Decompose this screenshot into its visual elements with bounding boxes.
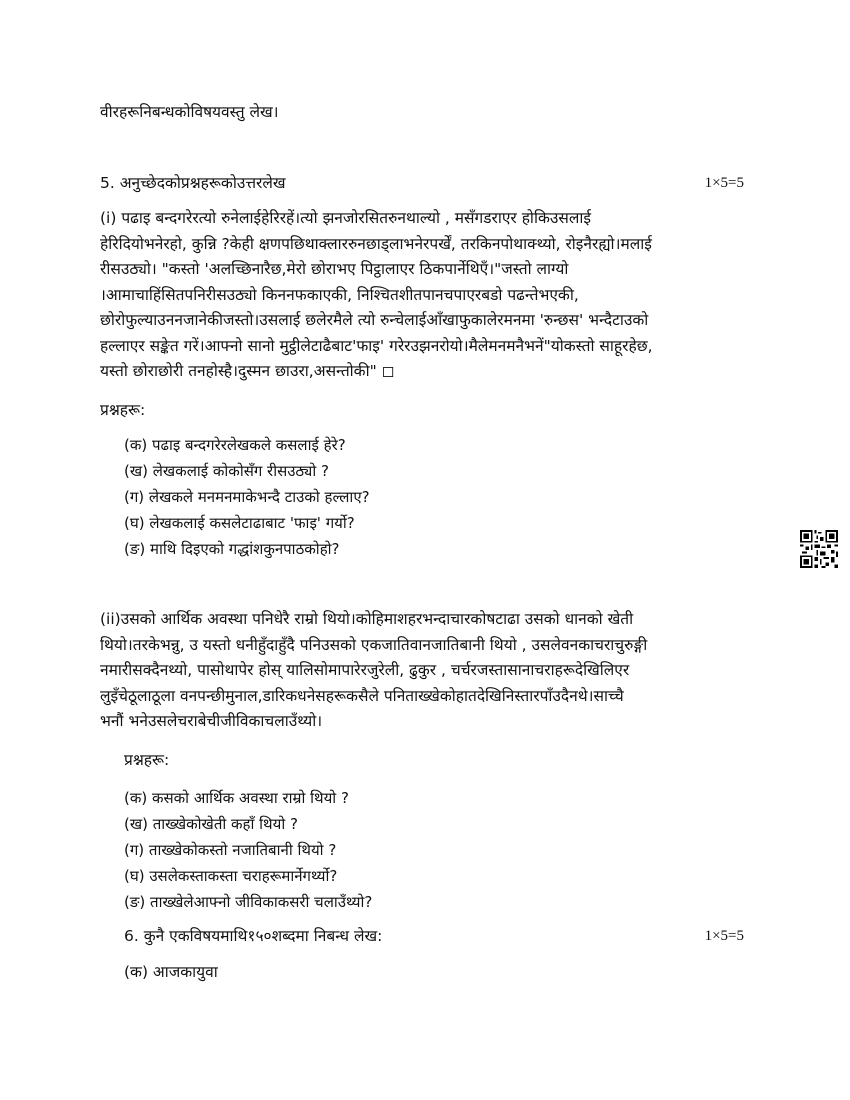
questions-2-list — [124, 785, 372, 915]
intro-line: वीरहरूनिबन्धकोविषयवस्तु लेख। — [100, 103, 279, 121]
section5-marks: 1×5=5 — [704, 175, 744, 191]
passage-2-line: लुइँचेठूलाठूला वनपन्छीमुनाल,डारिकधनेसहरूकसैले पनिताख्खेकोहातदेखिनिस्तारपाँउदैनथे।साच्चै — [100, 686, 624, 705]
question-item: (घ) उसलेकस्ताकस्ता चराहरूमार्नेगर्थ्यो? — [124, 867, 338, 885]
question-item: (क) कसको आर्थिक अवस्था राम्रो थियो ? — [124, 789, 349, 807]
passage-1-line: ।आमाचाहिंसितपनिरीसउठ्यो किननफकाएकी, निश्चितशीतपानचपाएरबडो पढन्तेभएकी, — [100, 285, 579, 304]
question-item: (ङ) माथि दिइएको गद्धांशकुनपाठकोहो? — [124, 540, 340, 558]
passage-2-line: नमारीसक्दैनथ्यो, पासोथापेर होस् यालिसोमापारेरजुरेली, ढुकुर , चर्चरजस्तासानाचराहरूदेखिलिएर — [100, 661, 630, 679]
question-item: (ख) लेखकलाई कोकोसँग रीसउठ्यो ? — [124, 462, 329, 480]
passage-1 — [100, 206, 750, 385]
section6-heading: 6. कुनै एकविषयमाथि१५०शब्दमा निबन्ध लेख: — [124, 927, 383, 945]
passage-2-line: (ii)उसको आर्थिक अवस्था पनिधेरै राम्रो थियो।कोहिमाशहरभन्दाचारकोषटाढा उसको धानको खेती — [100, 610, 634, 628]
section6-option: (क) आजकायुवा — [124, 963, 218, 981]
question-item: (ङ) ताख्खेलेआफ्नो जीविकाकसरी चलाउँथ्यो? — [124, 893, 373, 911]
passage-1-line: यस्तो छोराछोरी तनहोस्है।दुस्मन छाउरा,असन्तोकी" ◻ — [100, 362, 395, 380]
questions-2-label: प्रश्नहरू: — [124, 751, 170, 769]
passage-1-line: (i) पढाइ बन्दगरेरत्यो रुनेलाईहेरिरहें।त्यो झनजोरसितरुनथाल्यो , मसँगडराएर होकिउसलाई — [100, 209, 591, 227]
passage-2-line: भनौं भनेउसलेचराबेचीजीविकाचलाउँथ्यो। — [100, 712, 323, 730]
questions-1-label: प्रश्नहरू: — [100, 401, 146, 419]
passage-1-line: हेरिदियोभनेरहो, कुन्नि ?केही क्षणपछिथाक्लाररुनछाड्लाभनेरपर्खें, तरकिनपोथाक्थ्यो, रोइनैरह्यो।मलाई — [100, 234, 652, 253]
question-item: (घ) लेखकलाई कसलेटाढाबाट 'फाइ' गर्यो? — [124, 514, 355, 532]
section6-marks: 1×5=5 — [704, 928, 744, 944]
passage-1-line: छोरोफुल्याउननजानेकीजस्तो।उसलाई छलेरमैले त्यो रुन्चेलाईआँखाफुकालेरमनमा 'रुन्छस' भन्दैटाउको — [100, 311, 649, 329]
questions-1-list — [124, 432, 370, 562]
question-item: (ख) ताख्खेकोखेती कहाँ थियो ? — [124, 815, 298, 833]
question-item: (ग) ताख्खेकोकस्तो नजातिबानी थियो ? — [124, 841, 337, 859]
section5-heading: 5. अनुच्छेदकोप्रश्नहरूकोउत्तरलेख — [100, 174, 286, 192]
question-item: (क) पढाइ बन्दगरेरलेखकले कसलाई हेरे? — [124, 436, 346, 454]
qr-code-icon — [800, 530, 838, 568]
question-item: (ग) लेखकले मनमनमाकेभन्दै टाउको हल्लाए? — [124, 488, 370, 506]
passage-2 — [100, 607, 750, 735]
passage-1-line: रीसउठ्यो। "कस्तो 'अलच्छिनारैछ,मेरो छोराभए पिट्ठालाएर ठिकपार्नेथिएँ।"जस्तो लाग्यो — [100, 260, 569, 278]
passage-2-line: थियो।तरकेभन्नु, उ यस्तो धनीहुँदाहुँदै पनिउसको एकजातिवानजातिबानी थियो , उसलेवनकाचराचुरुङ्गी — [100, 635, 648, 654]
passage-1-line: हल्लाएर सङ्केत गरें।आफ्नो सानो मुट्ठीलेटाढैबाट'फाइ' गरेरउझनरोयो।मैलेमनमनैभनें"योकस्तो साहूरहेछ, — [100, 336, 653, 355]
